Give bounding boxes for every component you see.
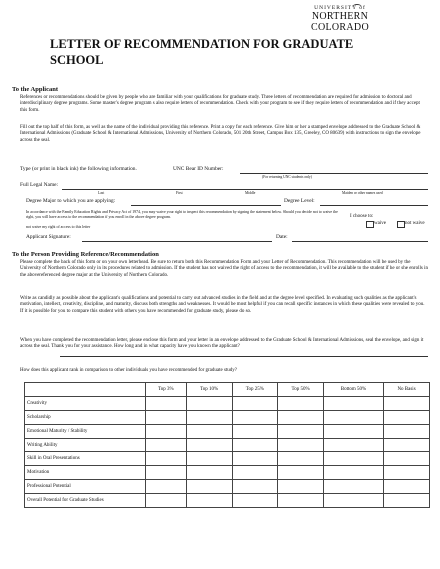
table-row [25,466,430,480]
rank-cell[interactable] [232,424,278,438]
rank-cell[interactable] [323,466,383,480]
table-row [25,410,430,424]
page-title: LETTER OF RECOMMENDATION FOR GRADUATE SCHOOL [50,37,354,67]
rank-column-top-10: Top 10% [186,383,232,397]
waive-label: waive [374,221,386,226]
rank-column-top-50: Top 50% [278,383,324,397]
rank-column-top-25: Top 25% [232,383,278,397]
rank-cell[interactable] [232,452,278,466]
legal-name-label: Full Legal Name: [20,182,59,188]
rank-column-no-basis: No Basis [384,383,430,397]
known-applicant-input[interactable] [60,356,428,357]
rank-cell[interactable] [186,410,232,424]
row-label-motivation: Motivation [25,466,146,480]
rank-table [24,382,430,508]
reference-paragraph-2: Write as candidly as possible about the applicant's qualifications and potential to carry out advanced studies in the field and at the degree level specified. In evaluating such qualities as the applicant's motivation, intellect, creativity, discipline, and maturity, discuss both strengths and weaknesses. It would be most helpful if you can recall specific instances in which these qualities were revealed to you. If it is possible for you to compare this student with others you have recommended for graduate study, please do so. [20,296,425,314]
rank-cell[interactable] [232,438,278,452]
rank-question: How does this applicant rank in comparison to other individuals you have recommended for graduate study? [20,368,238,373]
rank-cell[interactable] [146,424,187,438]
reference-paragraph-3: When you have completed the recommendation letter, please enclose this form and your letter in an envelope addressed to the Graduate School & International Admissions, seal the envelope, and sign it across the seal. Thank you for your assistance. How long and in what capacity have you known the applicant? [20,338,424,350]
table-row [25,494,430,508]
choose-label: I choose to: [350,214,374,219]
not-waive-checkbox[interactable] [397,221,405,228]
table-row [25,424,430,438]
rank-cell[interactable] [278,438,324,452]
name-part-first: First [176,191,183,195]
rank-cell[interactable] [323,396,383,410]
rank-cell[interactable] [323,480,383,494]
rank-cell[interactable] [278,424,324,438]
legal-name-input[interactable] [62,189,428,190]
row-label-creativity: Creativity [25,396,146,410]
rank-cell[interactable] [186,452,232,466]
rank-cell[interactable] [278,410,324,424]
rank-cell[interactable] [232,494,278,508]
logo-line1: UNIVERSITY of [314,5,366,11]
row-label-writing-ability: Writing Ability [25,438,146,452]
row-label-professional-potential: Professional Potential [25,480,146,494]
logo-arc-icon [352,4,362,11]
rank-cell[interactable] [278,452,324,466]
date-label: Date: [276,234,288,240]
rank-cell[interactable] [323,410,383,424]
rank-cell[interactable] [146,410,187,424]
rank-cell[interactable] [146,452,187,466]
rank-cell[interactable] [384,410,430,424]
waive-statement: not waive my right of access to this letter [26,225,91,229]
table-row [25,396,430,410]
rank-cell[interactable] [278,494,324,508]
rank-cell[interactable] [384,424,430,438]
degree-level-input[interactable] [320,205,428,206]
rank-cell[interactable] [323,424,383,438]
bear-id-label: UNC Bear ID Number: [173,166,224,172]
rank-cell[interactable] [278,396,324,410]
rank-cell[interactable] [146,480,187,494]
rank-cell[interactable] [186,466,232,480]
signature-label: Applicant Signature: [26,234,71,240]
rank-cell[interactable] [384,452,430,466]
rank-cell[interactable] [278,466,324,480]
rank-cell[interactable] [384,466,430,480]
reference-paragraph-1: Please complete the back of this form or on your own letterhead. Be sure to return both this Recommendation Form and your Letter of Recommendation. This recommendation will be used by the University of Northern Colorado only in its procedures related to admission. If the student has not waived the right of access to the recommendation, it will be available to the student if he or she enrolls in the abovereferenced degree major at the University of Northern Colorado. [20,260,428,278]
rank-cell[interactable] [146,494,187,508]
rank-column-top-3: Top 3% [146,383,187,397]
rank-cell[interactable] [384,494,430,508]
applicant-paragraph-1: References or recommendations should be given by people who are familiar with your qualifications for graduate study. Three letters of recommendation are required for admission to doctoral and interdisciplinary degree programs. Some master's degree program s also require letters of recommendation. Check with your program to see if they require letters of recommendation and if they accept this form. [20,95,420,113]
rank-cell[interactable] [323,438,383,452]
table-row [25,480,430,494]
logo-line2: NORTHERN COLORADO [311,11,369,33]
applicant-heading: To the Applicant [12,86,58,93]
rank-cell[interactable] [323,452,383,466]
not-waive-label: not waive [405,221,425,226]
ferpa-text: In accordance with the Family Education Rights and Privacy Act of 1974, you may waive your right to inspect this recommendation by signing the statement below. Should you decide not to waive the right, you will have access to the recommendation if you enroll in the above degree program. [26,210,338,219]
degree-major-input[interactable] [131,205,281,206]
type-instruction: Type (or print in black ink) the following information. [20,166,137,172]
rank-cell[interactable] [323,494,383,508]
waive-checkbox[interactable] [366,221,374,228]
rank-cell[interactable] [232,410,278,424]
university-logo [290,5,390,33]
rank-cell[interactable] [384,438,430,452]
row-label-overall-potential: Overall Potential for Graduate Studies [25,494,146,508]
rank-cell[interactable] [186,480,232,494]
row-label-oral-presentations: Skill in Oral Presentations [25,452,146,466]
rank-cell[interactable] [232,466,278,480]
rank-cell[interactable] [186,424,232,438]
rank-cell[interactable] [278,480,324,494]
rank-cell[interactable] [186,438,232,452]
name-part-maiden: Maiden or other names used [342,191,383,195]
rank-column-bottom-50: Bottom 50% [323,383,383,397]
table-row [25,438,430,452]
degree-major-label: Degree Major to which you are applying: [26,198,116,204]
rank-cell[interactable] [384,396,430,410]
rank-cell[interactable] [146,466,187,480]
name-part-middle: Middle [245,191,256,195]
rank-cell[interactable] [146,438,187,452]
returning-note: (For returning UNC students only) [262,175,312,179]
applicant-paragraph-2: Fill out the top half of this form, as well as the name of the individual providing this reference. Print a copy for each reference. Give him or her a stamped envelope addressed to the Graduate School & International Admissions (Graduate School & International Admissions, University of Northern Colorado, 501 20th Street, Campus Box 135, Greeley, CO 80639) with instructions to sign the envelope across the seal. [20,125,421,143]
rank-table-corner [25,383,146,397]
rank-cell[interactable] [232,480,278,494]
row-label-emotional-maturity: Emotional Maturity / Stability [25,424,146,438]
rank-cell[interactable] [186,396,232,410]
degree-level-label: Degree Level: [284,198,315,204]
rank-table-header [25,383,430,397]
name-part-last: Last [98,191,105,195]
reference-heading: To the Person Providing Reference/Recommendation [12,251,159,258]
rank-cell[interactable] [232,396,278,410]
signature-input[interactable] [82,241,272,242]
rank-cell[interactable] [384,480,430,494]
bear-id-input[interactable] [240,173,428,174]
table-row [25,452,430,466]
rank-cell[interactable] [146,396,187,410]
date-input[interactable] [292,241,428,242]
row-label-scholarship: Scholarship [25,410,146,424]
rank-cell[interactable] [186,494,232,508]
